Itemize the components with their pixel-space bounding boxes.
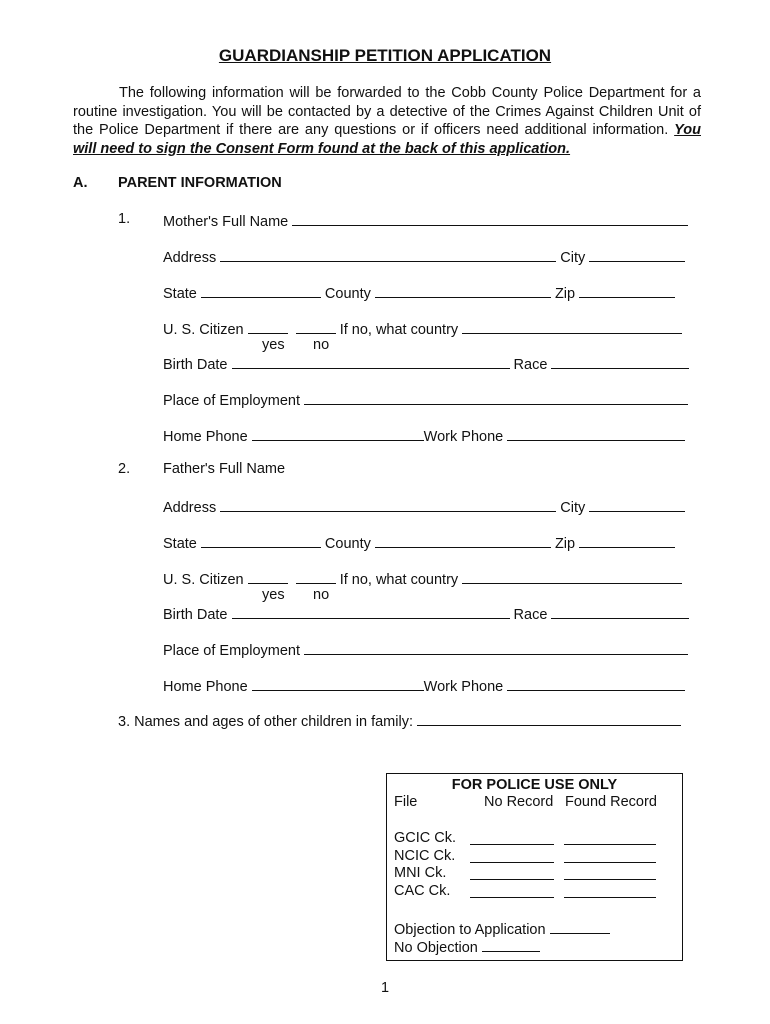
page-title: GUARDIANSHIP PETITION APPLICATION — [218, 46, 552, 65]
father-address-label: Address — [163, 500, 217, 516]
page-number: 1 — [380, 980, 390, 996]
father-employment-row — [163, 640, 688, 659]
police-use-heading: FOR POLICE USE ONLY — [451, 777, 618, 793]
ncic-found-record-field[interactable] — [564, 848, 656, 863]
mother-employment-row — [163, 390, 688, 409]
gcic-check-label: GCIC Ck. — [394, 830, 457, 846]
mother-number: 1. — [118, 211, 131, 227]
father-no-label: no — [313, 587, 330, 603]
father-country-field[interactable] — [462, 569, 682, 584]
mother-address-row — [163, 247, 685, 266]
mother-name-row — [163, 211, 688, 230]
mni-check-label: MNI Ck. — [394, 865, 447, 881]
father-state-field[interactable] — [201, 533, 321, 548]
ncic-no-record-field[interactable] — [470, 848, 554, 863]
mother-country-label: If no, what country — [339, 322, 459, 338]
mother-state-row — [163, 283, 675, 302]
mother-citizen-no-field[interactable] — [296, 319, 336, 334]
father-state-label: State — [163, 536, 197, 552]
mother-work-phone-label: Work Phone — [423, 429, 504, 445]
mother-city-field[interactable] — [589, 247, 685, 262]
father-country-label: If no, what country — [339, 572, 459, 588]
father-home-phone-field[interactable] — [252, 676, 424, 691]
mother-county-label: County — [324, 286, 371, 302]
intro-paragraph — [73, 84, 701, 158]
father-number: 2. — [118, 461, 131, 477]
father-citizen-yes-field[interactable] — [248, 569, 288, 584]
father-birth-label: Birth Date — [163, 607, 228, 623]
police-no-record-label: No Record — [484, 794, 554, 810]
father-county-label: County — [324, 536, 371, 552]
police-use-box — [386, 773, 683, 961]
father-zip-field[interactable] — [579, 533, 675, 548]
father-state-row — [163, 533, 675, 552]
mother-citizen-yes-field[interactable] — [248, 319, 288, 334]
father-employment-label: Place of Employment — [163, 643, 301, 659]
mother-no-label: no — [313, 337, 330, 353]
mother-phone-row — [163, 426, 685, 445]
no-objection-field[interactable] — [482, 937, 540, 952]
mother-race-label: Race — [513, 357, 548, 373]
mother-zip-label: Zip — [554, 286, 576, 302]
mother-name-label: Mother's Full Name — [163, 214, 289, 230]
children-label: 3. Names and ages of other children in family: — [118, 714, 413, 730]
father-home-phone-label: Home Phone — [163, 679, 248, 695]
father-employment-field[interactable] — [304, 640, 688, 655]
mother-citizen-row — [163, 319, 682, 338]
father-name-row — [163, 461, 285, 477]
mother-home-phone-field[interactable] — [252, 426, 424, 441]
mother-birth-label: Birth Date — [163, 357, 228, 373]
mother-state-label: State — [163, 286, 197, 302]
mother-country-field[interactable] — [462, 319, 682, 334]
father-county-field[interactable] — [375, 533, 551, 548]
mother-birth-field[interactable] — [232, 354, 510, 369]
mother-birth-row — [163, 354, 689, 373]
father-work-phone-field[interactable] — [507, 676, 685, 691]
children-row — [118, 711, 681, 730]
mother-employment-field[interactable] — [304, 390, 688, 405]
mother-home-phone-label: Home Phone — [163, 429, 248, 445]
mother-address-label: Address — [163, 250, 217, 266]
mother-zip-field[interactable] — [579, 283, 675, 298]
mni-no-record-field[interactable] — [470, 865, 554, 880]
intro-text: The following information will be forwarded to the Cobb County Police Department for a routine investigation. You will be contacted by a detective of the Crimes Against Children Unit of the Police Department if there are any questions or if officers need additional information. — [73, 85, 701, 138]
objection-field[interactable] — [550, 919, 610, 934]
cac-found-record-field[interactable] — [564, 883, 656, 898]
cac-no-record-field[interactable] — [470, 883, 554, 898]
father-city-label: City — [560, 500, 586, 516]
father-birth-field[interactable] — [232, 604, 510, 619]
mother-city-label: City — [560, 250, 586, 266]
mother-citizen-label: U. S. Citizen — [163, 322, 244, 338]
mother-name-field[interactable] — [292, 211, 688, 226]
father-citizen-label: U. S. Citizen — [163, 572, 244, 588]
mother-address-field[interactable] — [220, 247, 556, 262]
father-race-label: Race — [513, 607, 548, 623]
ncic-check-label: NCIC Ck. — [394, 848, 456, 864]
father-city-field[interactable] — [589, 497, 685, 512]
gcic-found-record-field[interactable] — [564, 830, 656, 845]
objection-row — [394, 919, 610, 938]
father-citizen-no-field[interactable] — [296, 569, 336, 584]
children-field[interactable] — [417, 711, 681, 726]
mother-employment-label: Place of Employment — [163, 393, 301, 409]
father-yes-label: yes — [262, 587, 285, 603]
father-address-field[interactable] — [220, 497, 556, 512]
objection-label: Objection to Application — [394, 922, 546, 938]
no-objection-row — [394, 937, 540, 956]
father-phone-row — [163, 676, 685, 695]
father-address-row — [163, 497, 685, 516]
police-file-label: File — [394, 794, 418, 810]
father-citizen-row — [163, 569, 682, 588]
consent-form-notice: You will need to sign the Consent Form found at the back of this application. — [73, 122, 701, 157]
mother-state-field[interactable] — [201, 283, 321, 298]
no-objection-label: No Objection — [394, 940, 478, 956]
father-birth-row — [163, 604, 689, 623]
father-zip-label: Zip — [554, 536, 576, 552]
mni-found-record-field[interactable] — [564, 865, 656, 880]
mother-county-field[interactable] — [375, 283, 551, 298]
father-work-phone-label: Work Phone — [423, 679, 504, 695]
section-letter: A. — [73, 175, 88, 191]
cac-check-label: CAC Ck. — [394, 883, 451, 899]
mother-work-phone-field[interactable] — [507, 426, 685, 441]
police-found-record-label: Found Record — [565, 794, 657, 810]
section-heading: PARENT INFORMATION — [118, 175, 282, 191]
father-race-field[interactable] — [551, 604, 689, 619]
gcic-no-record-field[interactable] — [470, 830, 554, 845]
mother-yes-label: yes — [262, 337, 285, 353]
mother-race-field[interactable] — [551, 354, 689, 369]
father-name-label: Father's Full Name — [163, 461, 286, 477]
